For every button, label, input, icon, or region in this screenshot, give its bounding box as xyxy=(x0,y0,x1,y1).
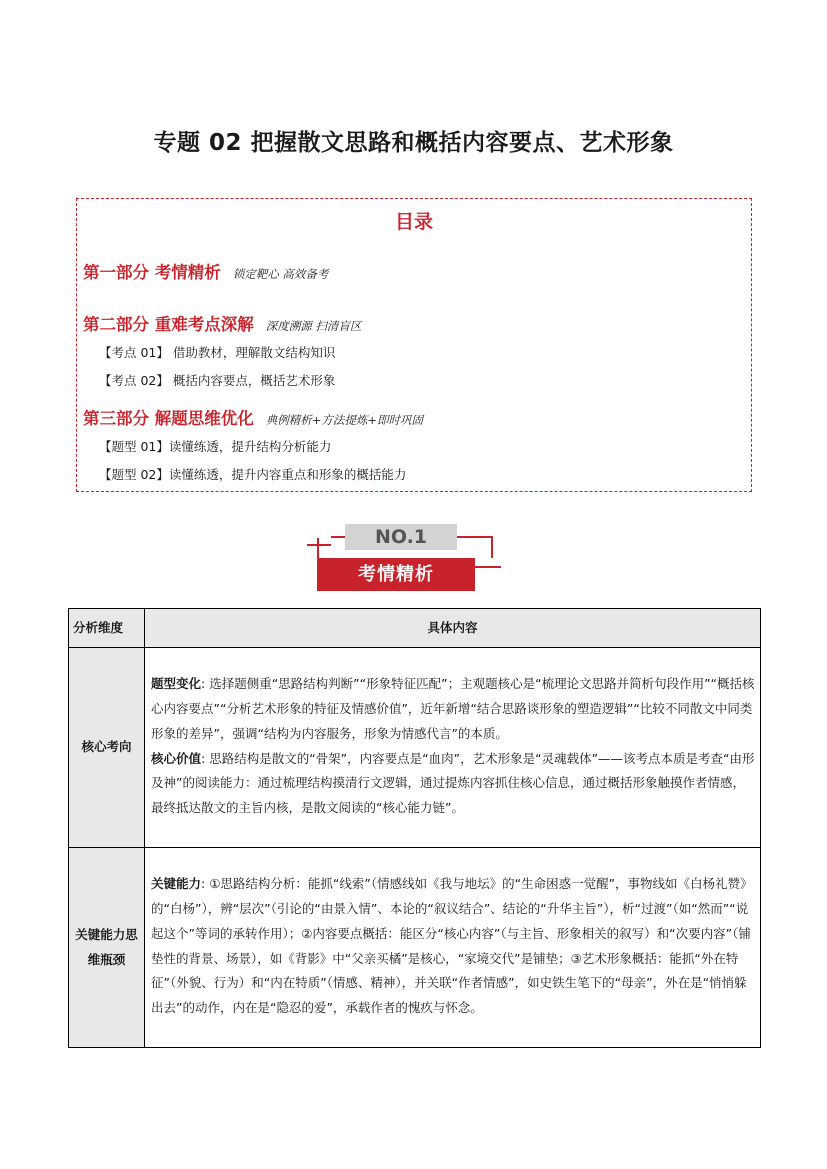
toc-item-kaodian-02[interactable]: 【考点 02】 概括内容要点，概括艺术形象 xyxy=(99,373,336,388)
section-banner xyxy=(305,520,505,592)
toc-part-3[interactable] xyxy=(83,405,423,429)
toc-part-2[interactable] xyxy=(83,311,361,335)
table-header-row xyxy=(69,609,761,648)
banner-number: NO.1 xyxy=(345,524,457,550)
row-dimension: 关键能力思维瓶颈 xyxy=(69,848,145,1048)
toc-heading: 目录 xyxy=(394,211,433,233)
toc-part-3-note: 典例精析+方法提炼+即时巩固 xyxy=(265,413,424,427)
paragraph-text: : 思路结构是散文的“骨架”，内容要点是“血肉”，艺术形象是“灵魂载体”——该考点本质是考查“由形及神”的阅读能力：通过梳理结构摸清行文逻辑，通过提炼内容抓住核心信息，通过概括形象触摸作者情感，最终抵达散文的主旨内核，是散文阅读的“核心能力链”。 xyxy=(151,750,755,816)
toc-part-1-note: 锁定靶心 高效备考 xyxy=(232,267,329,281)
paragraph-label: 核心价值 xyxy=(151,750,202,766)
analysis-table xyxy=(68,608,761,1048)
toc-item-kaodian-01[interactable]: 【考点 01】 借助教材，理解散文结构知识 xyxy=(99,345,336,360)
content-paragraph xyxy=(151,747,756,821)
paragraph-label: 题型变化 xyxy=(151,676,202,692)
banner-line xyxy=(317,538,319,558)
banner-line xyxy=(307,544,331,546)
banner-line xyxy=(491,536,493,558)
toc-item-tixing-01[interactable]: 【题型 01】读懂练透，提升结构分析能力 xyxy=(99,439,332,454)
toc-part-1[interactable] xyxy=(83,259,328,283)
banner-line xyxy=(475,566,501,568)
toc-part-2-note: 深度溯源 扫清盲区 xyxy=(265,319,362,333)
row-content xyxy=(145,848,761,1048)
toc-part-1-name: 第一部分 考情精析 xyxy=(83,263,221,282)
paragraph-text: : ①思路结构分析：能抓“线索”（情感线如《我与地坛》的“生命困惑一觉醒”，事物线如《白杨礼赞》的“白杨”），辨“层次”（引论的“由景入情”、本论的“叙议结合”、结论的“升华主旨”），析“过渡”（如“然而”“说起这个”等词的承转作用）；②内容要点概括：能区分“核心内容”（与主旨、形象相关的叙写）和“次要内容”（铺垫性的背景、场景），如《背影》中“父亲买橘”是核心，“家境交代”是铺垫；③艺术形象概括：能抓“外在特征”（外貌、行为）和“内在特质”（情感、精神），并关联“作者情感”，如史铁生笔下的“母亲”，外在是“悄悄躲出去”的动作，内在是“隐忍的爱”，承载作者的愧疚与怀念。 xyxy=(151,876,753,1016)
toc-part-2-name: 第二部分 重难考点深解 xyxy=(83,315,254,334)
column-header-dimension: 分析维度 xyxy=(69,609,145,648)
table-row xyxy=(69,648,761,848)
content-paragraph xyxy=(151,672,756,746)
toc-part-3-name: 第三部分 解题思维优化 xyxy=(83,409,254,428)
paragraph-label: 关键能力 xyxy=(151,876,202,892)
paragraph-text: : 选择题侧重“思路结构判断”“形象特征匹配”；主观题核心是“梳理论文思路并简析句段作用”“概括核心内容要点”“分析艺术形象的特征及情感价值”，近年新增“结合思路谈形象的塑造逻辑”“比较不同散文中同类形象的差异”，强调“结构为内容服务，形象为情感代言”的本质。 xyxy=(151,676,755,741)
row-content xyxy=(145,648,761,848)
column-header-content: 具体内容 xyxy=(145,609,761,648)
table-row xyxy=(69,848,761,1048)
banner-label: 考情精析 xyxy=(317,558,475,591)
table-of-contents xyxy=(76,198,752,492)
page-title: 专题 02 把握散文思路和概括内容要点、艺术形象 xyxy=(153,130,674,156)
toc-item-tixing-02[interactable]: 【题型 02】读懂练透，提升内容重点和形象的概括能力 xyxy=(99,467,407,482)
row-dimension: 核心考向 xyxy=(69,648,145,848)
content-paragraph xyxy=(151,872,756,1021)
